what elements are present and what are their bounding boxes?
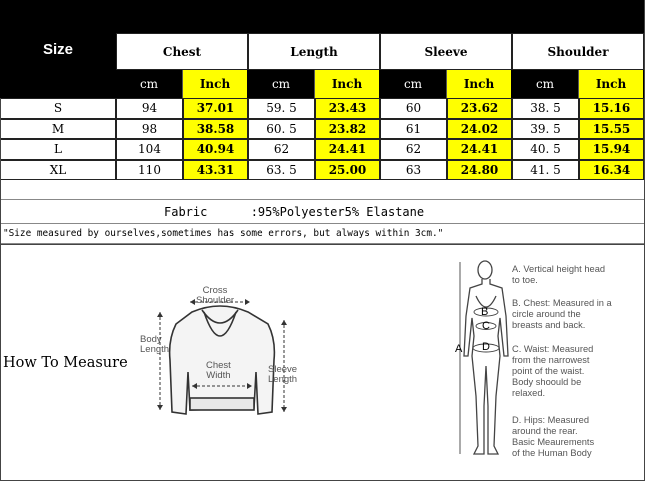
cell-chest-inch-text: 43.31	[196, 162, 235, 177]
note-c: C. Waist: Measured from the narrowest point of the waist. Body shoould be relaxed.	[512, 344, 594, 398]
cell-chest-cm	[116, 98, 183, 119]
cell-sleeve-cm-text: 62	[405, 142, 422, 157]
size-header-label: Size	[42, 40, 73, 58]
marker-d: D	[482, 341, 490, 353]
blank-row	[0, 180, 645, 200]
cell-length-cm	[248, 139, 315, 160]
unit-cm-chest	[116, 70, 183, 98]
unit-inch-sleeve	[447, 70, 512, 98]
cell-chest-cm	[116, 119, 183, 140]
cell-shoulder-inch	[579, 160, 644, 181]
unit-inch-shoulder	[579, 70, 644, 98]
unit-inch-chest-text: Inch	[199, 77, 231, 91]
cell-shoulder-inch-text: 15.94	[592, 142, 631, 157]
row-size-cell	[0, 160, 116, 181]
cell-chest-inch	[183, 98, 248, 119]
cell-sleeve-cm	[380, 139, 447, 160]
unit-inch-length-text: Inch	[331, 77, 363, 91]
body-diagram	[450, 256, 645, 476]
cell-length-cm-text: 59. 5	[266, 101, 297, 116]
cell-shoulder-cm-text: 39. 5	[530, 121, 561, 136]
cell-shoulder-cm	[512, 98, 579, 119]
cell-shoulder-inch-text: 15.16	[592, 101, 631, 116]
column-header-sleeve	[380, 33, 512, 70]
cell-length-inch	[315, 98, 380, 119]
sleeve-length-label: Sleeve Length	[268, 364, 298, 385]
cell-length-inch-text: 23.43	[328, 101, 367, 116]
unit-cm-shoulder-text: cm	[535, 77, 555, 91]
size-header-cell	[0, 0, 116, 98]
unit-inch-length	[315, 70, 380, 98]
cell-chest-inch-text: 37.01	[196, 101, 235, 116]
cell-length-inch-text: 24.41	[328, 142, 367, 157]
cell-length-cm-text: 63. 5	[266, 162, 297, 177]
chest-width-label: Chest Width	[206, 360, 231, 381]
note-row	[0, 224, 645, 244]
cell-length-cm	[248, 119, 315, 140]
cell-sleeve-cm-text: 63	[405, 162, 422, 177]
note-a: A. Vertical height head to toe.	[512, 264, 606, 285]
cell-sleeve-cm	[380, 98, 447, 119]
cell-shoulder-cm-text: 38. 5	[530, 101, 561, 116]
cell-chest-inch	[183, 160, 248, 181]
cell-length-inch	[315, 119, 380, 140]
unit-cm-length	[248, 70, 315, 98]
cell-sleeve-inch-text: 24.02	[460, 121, 499, 136]
unit-inch-shoulder-text: Inch	[595, 77, 627, 91]
row-size-cell-text: M	[51, 121, 65, 136]
cell-sleeve-inch	[447, 98, 512, 119]
marker-b: B	[481, 306, 489, 318]
row-size-cell-text: S	[53, 101, 63, 116]
cell-shoulder-cm-text: 40. 5	[530, 142, 561, 157]
cell-chest-cm-text: 110	[138, 162, 161, 177]
cell-shoulder-cm	[512, 139, 579, 160]
cell-shoulder-cm	[512, 160, 579, 181]
divider	[0, 244, 645, 245]
cell-length-inch	[315, 139, 380, 160]
unit-cm-chest-text: cm	[139, 77, 159, 91]
row-size-cell-text: L	[54, 142, 62, 157]
cell-length-inch-text: 25.00	[328, 162, 367, 177]
cell-sleeve-cm	[380, 119, 447, 140]
marker-a: A	[455, 343, 463, 355]
cell-chest-cm-text: 94	[141, 101, 158, 116]
row-size-cell-text: XL	[49, 162, 67, 177]
column-header-length-text: Length	[290, 44, 338, 59]
column-header-chest-text: Chest	[162, 44, 202, 59]
cell-shoulder-inch	[579, 119, 644, 140]
column-header-length	[248, 33, 380, 70]
cell-length-cm	[248, 98, 315, 119]
column-header-sleeve-text: Sleeve	[424, 44, 468, 59]
unit-inch-sleeve-text: Inch	[463, 77, 495, 91]
cell-chest-cm-text: 98	[141, 121, 158, 136]
unit-cm-sleeve-text: cm	[403, 77, 423, 91]
cell-sleeve-inch	[447, 139, 512, 160]
cell-shoulder-inch-text: 16.34	[592, 162, 631, 177]
cell-length-inch-text: 23.82	[328, 121, 367, 136]
cell-chest-cm	[116, 139, 183, 160]
cell-sleeve-inch-text: 24.80	[460, 162, 499, 177]
fabric-row	[0, 200, 645, 224]
cell-shoulder-inch	[579, 98, 644, 119]
how-to-measure-label: How To Measure	[3, 355, 128, 371]
cell-sleeve-cm	[380, 160, 447, 181]
cell-sleeve-inch	[447, 119, 512, 140]
unit-inch-chest	[183, 70, 248, 98]
note-b: B. Chest: Measured in a circle around the breasts and back.	[512, 298, 612, 330]
cell-chest-inch	[183, 139, 248, 160]
cell-shoulder-cm	[512, 119, 579, 140]
column-header-shoulder	[512, 33, 644, 70]
cell-length-cm-text: 62	[273, 142, 290, 157]
cell-chest-inch-text: 38.58	[196, 121, 235, 136]
cell-sleeve-inch	[447, 160, 512, 181]
body-length-label: Body Length	[140, 334, 170, 355]
unit-cm-length-text: cm	[271, 77, 291, 91]
row-size-cell	[0, 98, 116, 119]
row-size-cell	[0, 139, 116, 160]
cell-length-inch	[315, 160, 380, 181]
cell-length-cm-text: 60. 5	[266, 121, 297, 136]
column-header-shoulder-text: Shoulder	[547, 44, 609, 59]
cell-sleeve-inch-text: 23.62	[460, 101, 499, 116]
cell-chest-inch	[183, 119, 248, 140]
cell-shoulder-cm-text: 41. 5	[530, 162, 561, 177]
column-header-chest	[116, 33, 248, 70]
garment-diagram	[130, 280, 330, 440]
title-band	[116, 0, 645, 33]
cell-shoulder-inch-text: 15.55	[592, 121, 631, 136]
cell-chest-cm	[116, 160, 183, 181]
cell-sleeve-cm-text: 60	[405, 101, 422, 116]
unit-cm-sleeve	[380, 70, 447, 98]
fabric-text: Fabric :95%Polyester5% Elastane	[164, 204, 425, 219]
cell-chest-inch-text: 40.94	[196, 142, 235, 157]
note-text: "Size measured by ourselves,sometimes has some errors, but always within 3cm."	[3, 228, 444, 239]
row-size-cell	[0, 119, 116, 140]
cell-sleeve-inch-text: 24.41	[460, 142, 499, 157]
cell-sleeve-cm-text: 61	[405, 121, 422, 136]
note-d: D. Hips: Measured around the rear. Basic Meaurements of the Human Body	[512, 415, 595, 458]
cross-shoulder-label: Cross Shoulder	[196, 285, 235, 306]
unit-cm-shoulder	[512, 70, 579, 98]
frame-left	[0, 98, 1, 481]
cell-shoulder-inch	[579, 139, 644, 160]
marker-c: C	[482, 320, 490, 332]
cell-chest-cm-text: 104	[138, 142, 161, 157]
cell-length-cm	[248, 160, 315, 181]
